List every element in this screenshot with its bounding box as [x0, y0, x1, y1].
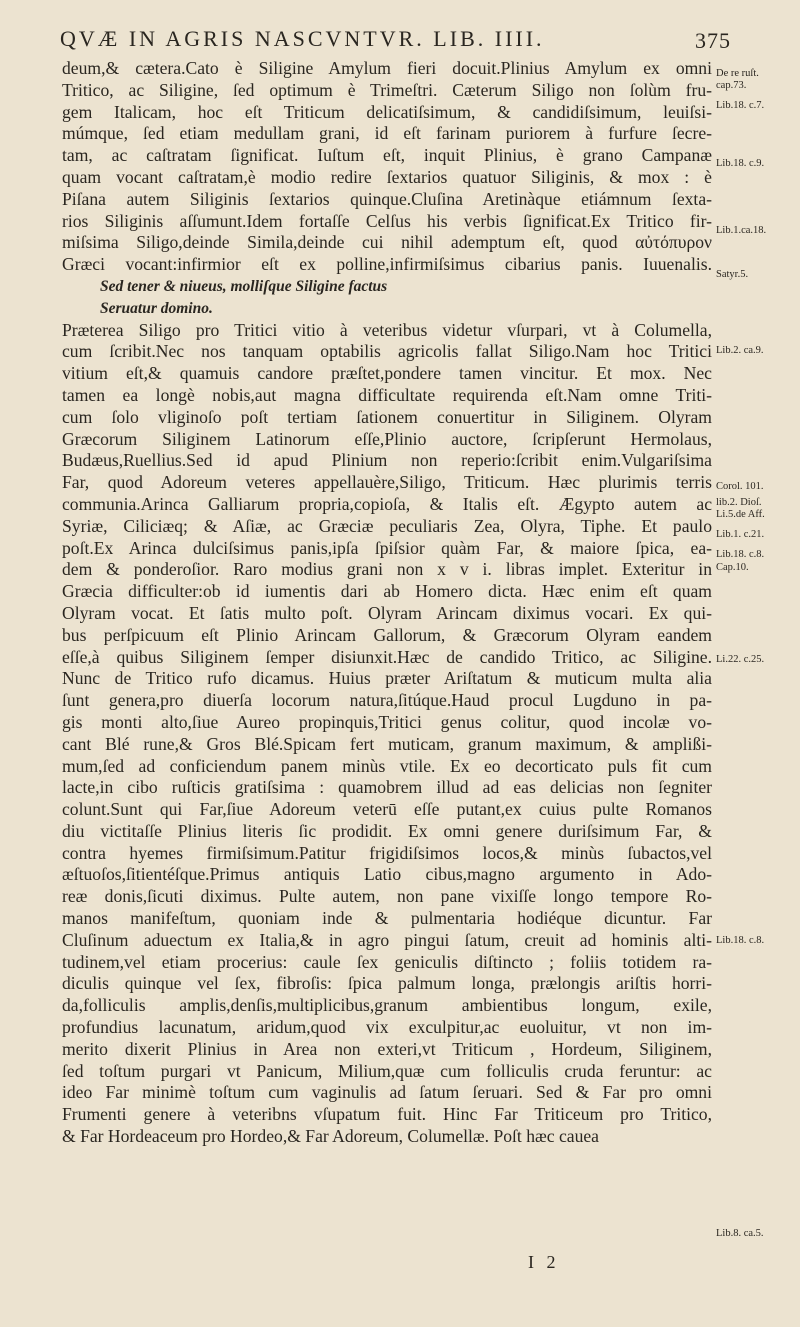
text-line: vitium eſt,& quamuis candore præſtet,pondere tamen vincitur. Et mox. Nec — [62, 363, 712, 384]
text-line: ſunt genera,pro diuerſa locorum natura,ſitúque.Haud procul Lugduno in pa- — [62, 690, 712, 711]
text-line: cant Blé rune,& Gros Blé.Spicam fert muticam, granum maximum, & amplißi- — [62, 733, 712, 754]
text-line: & Far Hordeaceum pro Hordeo,& Far Adoreum, Columellæ. Poſt hæc cauea — [62, 1126, 599, 1147]
text-line: eſſe,à quibus Siliginem ſemper disiunxit.Hæc de candido Tritico, ac Siligine. — [62, 646, 712, 667]
text-line: Græcia difficulter:ob id iumentis dari ab Homero dicta. Hæc enim eſt quam — [62, 581, 712, 602]
margin-note: Lib.2. ca.9. — [716, 345, 764, 356]
text-line: Olyram vocat. Et ſatis multo poſt. Olyram Arincam diximus vocari. Ex qui- — [62, 602, 712, 623]
text-line: lacte,in cibo ruſticis gratiſsima : quamobrem illud ad eas delicias non ſegniter — [62, 777, 712, 798]
running-title: QVÆ IN AGRIS NASCVNTVR. LIB. IIII. — [60, 26, 545, 51]
margin-note: Li.5.de Aff. — [716, 509, 765, 520]
page-number: 375 — [695, 28, 731, 53]
margin-note: Lib.1. c.21. — [716, 529, 765, 540]
margin-note: De re ruſt. — [716, 68, 759, 79]
text-line: Tritico, ac Siligine, ſed optimum è Trimeſtri. Cæterum Siligo non ſolùm fru- — [62, 79, 712, 100]
text-line: Græcorum Siliginem Latinorum eſſe,Plinio auctore, ſcripſerunt Hermolaus, — [62, 428, 712, 449]
text-line: cum ſcribit.Nec nos tanquam optabilis agricolis fallat Siligo.Nam hoc Tritici — [62, 341, 712, 362]
text-line: manos manifeſtum, quoniam inde & pulmentaria hodiéque dicuntur. Far — [62, 908, 712, 929]
verse-line: Seruatur domino. — [100, 299, 213, 317]
text-line: colunt.Sunt qui Far,ſiue Adoreum veterū eſſe putant,ex cuius pulte Romanos — [62, 799, 712, 820]
text-line: dem & ponderoſior. Raro modius grani non x v i. libras implet. Exteritur in — [62, 559, 712, 580]
margin-note: lib.2. Dioſ. — [716, 497, 762, 508]
text-line: miſsima Siligo,deinde Simila,deinde cui nihil ademptum eſt, quod αὐτόπυρον — [62, 232, 712, 253]
text-line: múmque, ſed etiam medullam grani, id eſt farinam puriorem à furfure ſecre- — [62, 123, 712, 144]
text-line: rios Siliginis aſſumunt.Idem fortaſſe Celſus his verbis ſignificat.Ex Tritico fir- — [62, 210, 712, 231]
text-line: reæ donis,ſicuti diximus. Pulte autem, non pane vixiſſe longo tempore Ro- — [62, 886, 712, 907]
margin-note: Cap.10. — [716, 562, 749, 573]
margin-note: Li.22. c.25. — [716, 654, 765, 665]
signature-mark: I 2 — [528, 1252, 560, 1272]
text-line: quam vocant caſtratam,è modio redire ſextarios quatuor Siliginis, & mox : è — [62, 166, 712, 187]
text-line: Syriæ, Ciliciæq; & Aſiæ, ac Græciæ peculiaris Zea, Olyra, Tiphe. Et paulo — [62, 515, 712, 536]
main-text-block — [62, 58, 712, 1148]
margin-note: Lib.18. c.7. — [716, 100, 765, 111]
text-line: Cluſinum aduectum ex Italia,& in agro pingui ſatum, creuit ad hominis alti- — [62, 929, 712, 950]
margin-note: Lib.18. c.9. — [716, 158, 765, 169]
margin-note: Corol. 101. — [716, 481, 764, 492]
text-line: Græci vocant:infirmior eſt ex polline,infirmiſsimus cibarius panis. Iuuenalis. — [62, 254, 712, 275]
text-line: Frumenti genere à veteribns vſupatum fuit. Hinc Far Triticeum pro Tritico, — [62, 1104, 712, 1125]
text-line: contra hyemes firmiſsimum.Patitur frigidiſsimos locos,& minùs ſubactos,vel — [62, 842, 712, 863]
text-line: tam, ac caſtratam ſignificat. Iuſtum eſt, inquit Plinius, è grano Campanæ — [62, 145, 712, 166]
text-line: ideo Far minimè toſtum cum vaginulis ad ſatum ſeruari. Sed & Far pro omni — [62, 1082, 712, 1103]
margin-note: Satyr.5. — [716, 269, 749, 280]
text-line: ſed toſtum purgari vt Panicum, Milium,quæ cum folliculis cruda feruntur: ac — [62, 1060, 712, 1081]
text-line: gis monti alto,ſiue Aureo propinquis,Tritici genus colitur, quod incolæ vo- — [62, 711, 712, 732]
text-line: æſtuoſos,ſitientéſque.Primus antiquis Latio cibus,magno argumento in Ado- — [62, 864, 712, 885]
text-line: tudinem,vel etiam procerius: caule ſex geniculis diſtincto ; foliis totidem ra- — [62, 951, 712, 972]
text-line: poſt.Ex Arinca dulciſsimus panis,ipſa ſpiſsior quàm Far, & maiore ſpica, ea- — [62, 537, 712, 558]
text-line: Budæus,Ruellius.Sed id apud Plinium non reperio:ſcribit enim.Vulgariſsima — [62, 450, 712, 471]
text-line: da,folliculis amplis,denſis,multiplicibus,granum ambientibus longum, exile, — [62, 995, 712, 1016]
text-line: Far, quod Adoreum veteres appellauère,Siligo, Triticum. Hæc plurimis terris — [62, 472, 712, 493]
verse-line: Sed tener & niueus, molliſque Siligine factus — [100, 277, 388, 295]
text-line: communia.Arinca Galliarum propria,copioſa, & Italis eſt. Ægypto autem ac — [62, 493, 712, 514]
margin-note: cap.73. — [716, 80, 747, 91]
text-line: diu victitaſſe Plinius literis ſic prodidit. Ex omni genere duriſsimum Far, & — [62, 820, 712, 841]
margin-note: Lib.8. ca.5. — [716, 1228, 764, 1239]
text-line: Piſana autem Siliginis ſextarios quinque.Cluſina Aretinàque etiámnum ſexta- — [62, 188, 712, 209]
text-line: diculis quinque vel ſex, fibroſis: ſpica palmum longa, prælongis ariſtis horri- — [62, 973, 712, 994]
margin-note: Lib.18. c.8. — [716, 549, 765, 560]
text-line: deum,& cætera.Cato è Siligine Amylum fieri docuit.Plinius Amylum ex omni — [62, 58, 712, 78]
text-line: gem Italicam, hoc eſt Triticum delicatiſsimum, & candidiſsimum, leuiſsi- — [62, 101, 712, 122]
text-line: mum,ſed ad conficiendum panem minùs vtile. Ex eo decorticato puls fit cum — [62, 755, 712, 776]
text-line: profundius lacunatum, aridum,quod vix exculpitur,ac euoluitur, vt non im- — [62, 1017, 712, 1038]
text-line: tamen ea longè nobis,aut magna difficultate requirenda eſt.Nam omne Triti- — [62, 384, 712, 405]
text-line: bus perſpicuum eſt Plinio Arincam Gallorum, & Græcorum Olyram eandem — [62, 624, 712, 645]
text-line: Præterea Siligo pro Tritici vitio à veteribus videtur vſurpari, vt à Columella, — [62, 319, 712, 340]
margin-note: Lib.1.ca.18. — [716, 225, 767, 236]
text-line: Nunc de Tritico rufo dicamus. Huius præter Ariſtatum & muticum multa alia — [62, 668, 712, 689]
text-line: merito dixerit Plinius in Area non exteri,vt Triticum , Hordeum, Siliginem, — [62, 1038, 712, 1059]
running-header — [60, 24, 800, 56]
margin-note: Lib.18. c.8. — [716, 935, 765, 946]
text-line: cum ſolo vliginoſo poſt tertiam ſationem conuertitur in Siliginem. Olyram — [62, 406, 712, 427]
